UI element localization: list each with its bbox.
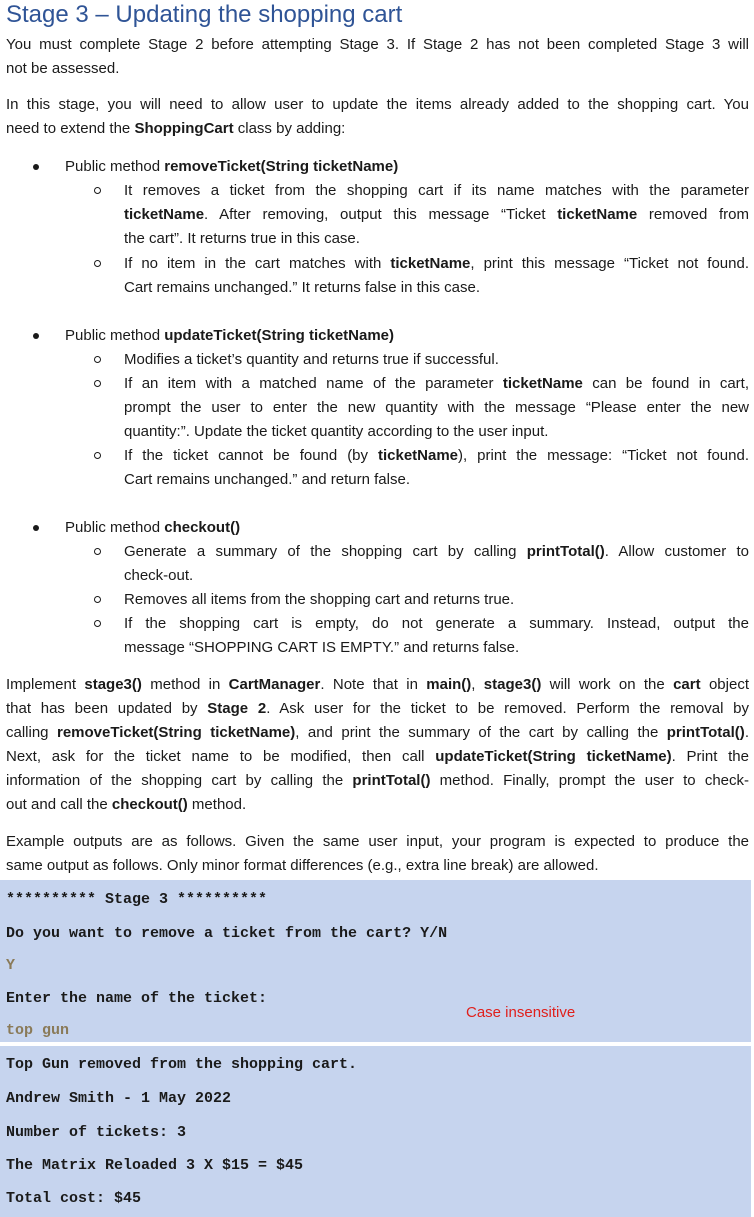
console-prompt-name: Enter the name of the ticket: (6, 990, 268, 1007)
checkout-sub-3: If the shopping cart is empty, do not generate a summary. Instead, output the message “SHOPPING CART IS EMPTY.” and returns false. (124, 612, 749, 660)
stage-line-1: In this stage, you will need to allow user to update the items already added to the shopping cart. You (6, 96, 749, 113)
remove-sub-2: If no item in the cart matches with ticketName, print this message “Ticket not found. Cart remains unchanged.” It returns false in this case. (124, 252, 749, 300)
console-input-y: Y (6, 957, 16, 974)
page-title: Stage 3 – Updating the shopping cart (6, 1, 403, 28)
console-header: ********** Stage 3 ********** (6, 891, 268, 908)
case-insensitive-note: Case insensitive (466, 1004, 576, 1021)
checkout-sub-2: Removes all items from the shopping cart and returns true. (124, 588, 749, 612)
intro-line-2: not be assessed. (6, 60, 120, 77)
stage-line-2: need to extend the ShoppingCart class by adding: (6, 120, 346, 137)
console-input-name: top gun (6, 1022, 70, 1039)
console-item-line: The Matrix Reloaded 3 X $15 = $45 (6, 1157, 304, 1174)
example-paragraph: Example outputs are as follows. Given the same user input, your program is expected to produce the same output as follows. Only minor format differences (e.g., extra line break) are allowed. (6, 833, 749, 874)
console-total: Total cost: $45 (6, 1190, 142, 1207)
console-prompt-remove: Do you want to remove a ticket from the cart? Y/N (6, 925, 448, 942)
remove-sub-1: It removes a ticket from the shopping cart if its name matches with the parameter ticketName. After removing, output this message “Ticket ticketName removed from the cart”. It returns true in this case. (124, 179, 749, 251)
console-num-tickets: Number of tickets: 3 (6, 1124, 187, 1141)
update-sub-3: If the ticket cannot be found (by ticketName), print the message: “Ticket not found. Cart remains unchanged.” and return false. (124, 444, 749, 492)
intro-line-1: You must complete Stage 2 before attempting Stage 3. If Stage 2 has not been completed Stage 3 will (6, 36, 749, 53)
update-sub-1: Modifies a ticket’s quantity and returns true if successful. (124, 348, 749, 372)
stage-paragraph (6, 93, 749, 141)
checkout-sub-1: Generate a summary of the shopping cart by calling printTotal(). Allow customer to check-out. (124, 540, 749, 588)
intro-paragraph (6, 33, 749, 81)
console-removed: Top Gun removed from the shopping cart. (6, 1056, 358, 1073)
console-customer: Andrew Smith - 1 May 2022 (6, 1090, 232, 1107)
update-sub-2: If an item with a matched name of the parameter ticketName can be found in cart, prompt the user to enter the new quantity with the message “Please enter the new quantity:”. Update the ticket quantity according to the user input. (124, 372, 749, 444)
implement-paragraph: Implement stage3() method in CartManager. Note that in main(), stage3() will work on the cart object that has been updated by Stage 2. Ask user for the ticket to be removed. Perform the removal by calling removeTicket(String ticketName), and print the summary of the cart by calling the printTotal(). Next, ask for the ticket name to be modified, then call updateTicket(String ticketName). Print the information of the shopping cart by calling the printTotal() method. Finally, prompt the user to check- out and call the checkout() method. (6, 676, 749, 813)
